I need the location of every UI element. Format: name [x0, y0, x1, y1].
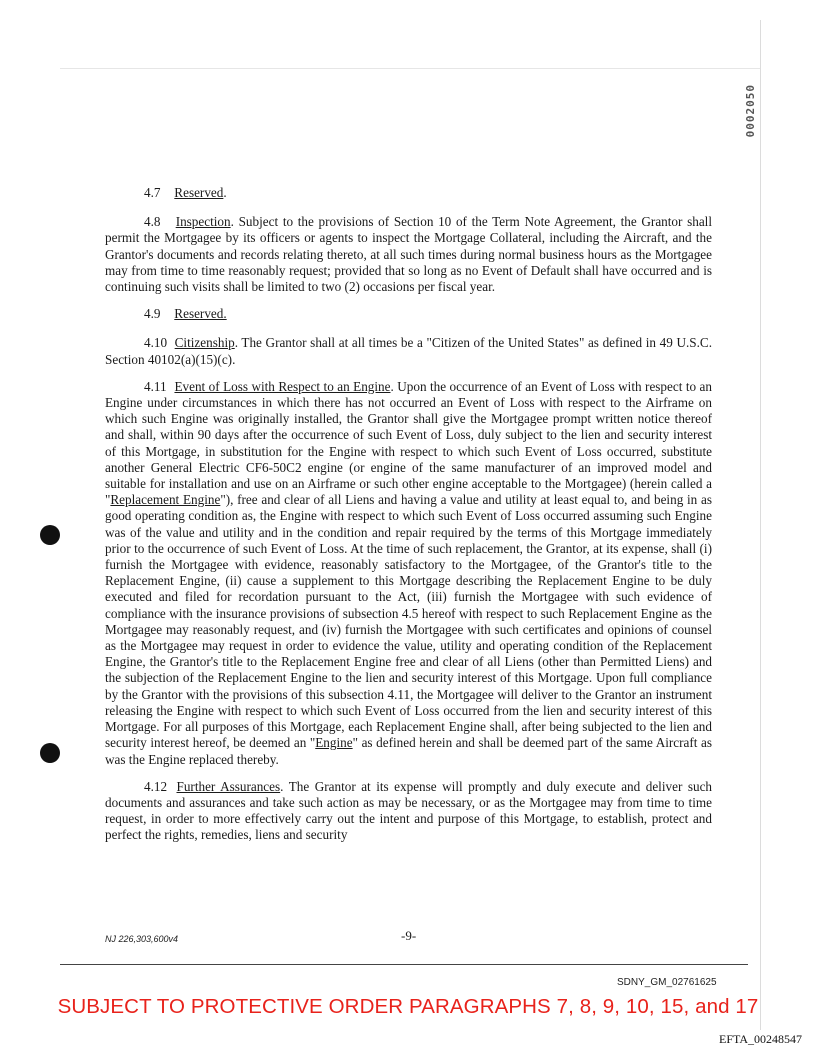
- section-text: " as defined herein and shall be deemed part of the same Aircraft as was the Engine replaced thereby.: [105, 735, 712, 767]
- scan-edge-top: [60, 68, 760, 69]
- section-text: Subject to the provisions of Section 10 of the Term Note Agreement, the Grantor shall permit the Mortgagee by its officers or agents to inspect the Mortgage Collateral, including the Aircraft, and the Grantor's documents and records relating thereto, at all such times during normal business hours as the Mortgagee may from time to time reasonably request; provided that so long as no Event of Default shall have occurred and is continuing such visits shall be limited to two (2) occasions per fiscal year.: [105, 214, 713, 295]
- section-heading-punct: .: [280, 778, 284, 794]
- punch-hole-lower: [40, 743, 60, 763]
- bates-number: SDNY_GM_02761625: [617, 977, 717, 988]
- section-heading-punct: .: [230, 214, 234, 230]
- defined-term: Engine: [315, 735, 353, 751]
- side-stamp: 0002050: [744, 84, 757, 138]
- section-4-9: [105, 306, 712, 322]
- section-4-10: [105, 335, 712, 367]
- section-4-12: [105, 779, 712, 844]
- section-text: The Grantor shall at all times be a "Citizen of the United States" as defined in 49 U.S.C. Section 40102(a)(15)(c).: [105, 335, 712, 367]
- section-heading: Inspection: [175, 214, 231, 230]
- section-4-11: [105, 379, 712, 768]
- scan-edge-right: [760, 20, 761, 1030]
- section-number: 4.7: [144, 185, 161, 200]
- section-heading: Further Assurances: [176, 778, 281, 794]
- punch-hole-upper: [40, 525, 60, 545]
- section-number: 4.8: [144, 214, 161, 230]
- section-number: 4.9: [144, 306, 161, 322]
- section-text: The Grantor at its expense will promptly and duly execute and deliver such documents and assurances and take such action as may be necessary, or as the Mortgagee may from time to time request, in order to more effectively carry out the intent and purpose of this Mortgage, to establish, protect and perfect the rights, remedies, liens and security: [105, 778, 713, 843]
- section-4-8: [105, 214, 712, 295]
- protective-order-banner: SUBJECT TO PROTECTIVE ORDER PARAGRAPHS 7, 8, 9, 10, 15, and 17: [57, 995, 759, 1018]
- section-4-7: [105, 185, 712, 201]
- section-text: Upon the occurrence of an Event of Loss with respect to an Engine under circumstances in which there has not occurred an Event of Loss with respect to the Airframe on which such Engine was originally installed, the Grantor shall give the Mortgagee prompt written notice thereof and shall, within 90 days after the occurrence of such Event of Loss, duly subject to the lien and security interest of this Mortgage, in substitution for the Engine with respect to which such Event of Loss occurred, substitute another General Electric CF6-50C2 engine (or engine of the same manufacturer of an improved model and suitable for installation and use on an Airframe or such other engine acceptable to the Mortgagee) (herein called a ": [105, 378, 712, 508]
- section-heading-punct: .: [234, 335, 239, 351]
- efta-number: EFTA_00248547: [719, 1032, 803, 1046]
- section-heading-punct: .: [223, 185, 227, 200]
- section-number: 4.12: [144, 778, 168, 794]
- section-heading: Citizenship: [174, 335, 235, 351]
- footer-rule: [60, 964, 748, 965]
- document-code: NJ 226,303,600v4: [105, 934, 179, 944]
- document-body: [105, 185, 712, 855]
- defined-term: Replacement Engine: [110, 492, 221, 508]
- section-number: 4.10: [144, 335, 168, 351]
- section-text: "), free and clear of all Liens and having a value and utility at least equal to, and being in as good operating condition as, the Engine with respect to which such Event of Loss occurred assuming such Engine was of the value and utility and in the condition and repair required by the terms of this Mortgage immediately prior to the occurrence of such Event of Loss. At the time of such replacement, the Grantor, at its expense, shall (i) furnish the Mortgagee with evidence, reasonably satisfactory to the Mortgagee, of the Grantor's title to the Replacement Engine, (ii) cause a supplement to this Mortgage describing the Replacement Engine to be duly executed and filed for recordation pursuant to the Act, (iii) furnish the Mortgagee with such evidence of compliance with the insurance provisions of subsection 4.5 hereof with respect to such Replacement Engine as the Mortgagee may reasonably request, and (iv) furnish the Mortgagee with such certificates and opinions of counsel as the Mortgagee may request in order to evidence the value, utility and operating condition of the Replacement Engine, the Grantor's title to the Replacement Engine free and clear of all Liens (other than Permitted Liens) and the subjection of the Replacement Engine to the lien and security interest of this Mortgage. Upon full compliance by the Grantor with the provisions of this subsection 4.11, the Mortgagee will deliver to the Grantor an instrument releasing the Engine with respect to which such Event of Loss occurred from the lien and security interest of this Mortgage. For all purposes of this Mortgage, each Replacement Engine shall, after being subjected to the lien and security interest hereof, be deemed an ": [105, 492, 712, 751]
- section-heading-punct: .: [390, 378, 394, 394]
- section-heading: Reserved.: [174, 306, 227, 322]
- section-heading: Reserved: [174, 185, 224, 200]
- section-heading: Event of Loss with Respect to an Engine: [174, 378, 391, 394]
- section-number: 4.11: [144, 378, 167, 394]
- page-number: -9-: [401, 928, 417, 943]
